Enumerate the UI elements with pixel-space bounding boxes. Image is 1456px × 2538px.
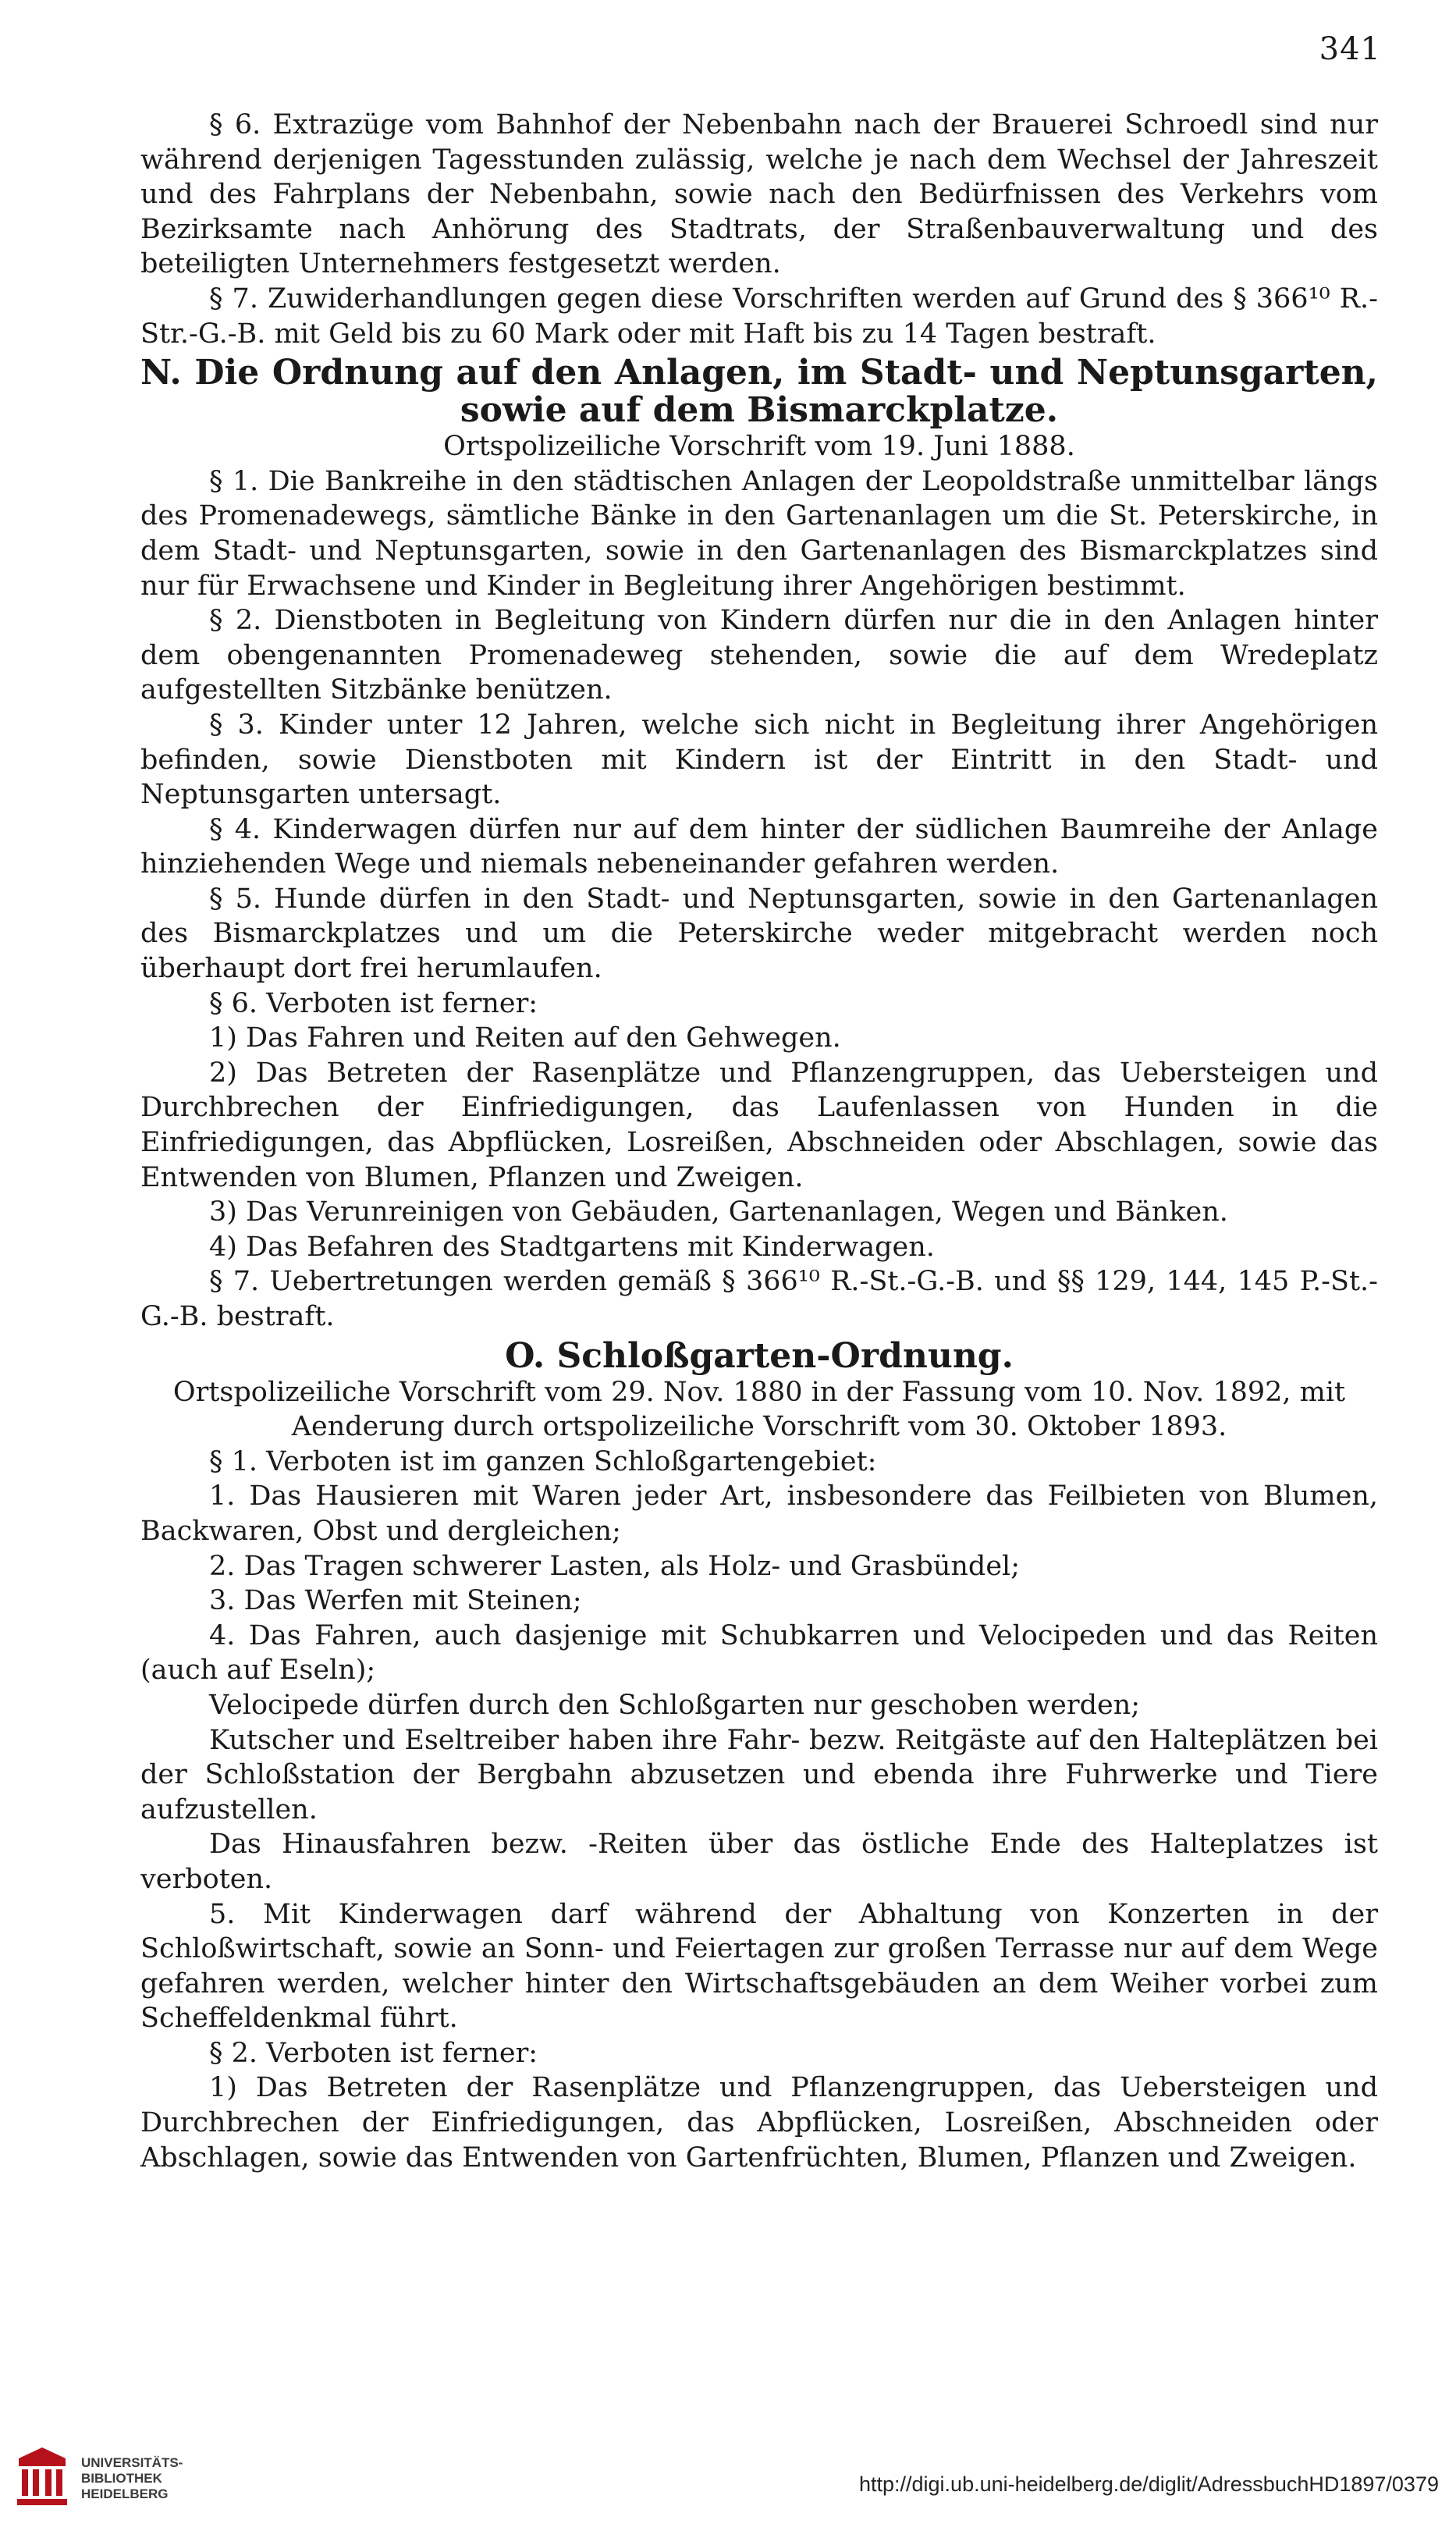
section-n-item-1: 1) Das Fahren und Reiten auf den Gehwegen. [209,1022,841,1054]
section-o-item-hinausfahren: Das Hinausfahren bezw. -Reiten über das östliche Ende des Halteplatzes ist verboten. [140,1829,1378,1895]
library-line-3: HEIDELBERG [81,2486,169,2501]
section-o-item-2: 2. Das Tragen schwerer Lasten, als Holz- und Grasbündel; [209,1550,1021,1582]
section-n-item-4: 4) Das Befahren des Stadtgartens mit Kinderwagen. [209,1231,935,1263]
section-o-item-3: 3. Das Werfen mit Steinen; [209,1585,582,1617]
section-o-intro: § 1. Verboten ist im ganzen Schloßgartengebiet: [209,1445,877,1477]
section-n-paragraph-5: § 5. Hunde dürfen in den Stadt- und Neptunsgarten, sowie in den Gartenanlagen des Bismarckplatzes und um die Peterskirche weder mitgebracht werden noch überhaupt dort frei herumlaufen. [140,883,1378,985]
section-n-heading: N. Die Ordnung auf den Anlagen, im Stadt- und Neptunsgarten, sowie auf dem Bismarckplatze. [140,353,1378,431]
section-n-paragraph-1: § 1. Die Bankreihe in den städtischen Anlagen der Leopoldstraße unmittelbar längs des Promenadewegs, sämtliche Bänke in den Gartenanlagen um die St. Peterskirche, in dem Stadt- und Neptunsgarten, sowie in den Gartenanlagen des Bismarckplatzes sind nur für Erwachsene und Kinder in Begleitung ihrer Angehörigen bestimmt. [140,465,1378,602]
section-n-paragraph-3: § 3. Kinder unter 12 Jahren, welche sich nicht in Begleitung ihrer Angehörigen befinden, sowie Dienstboten mit Kindern ist der Eintritt in den Stadt- und Neptunsgarten untersagt. [140,709,1378,811]
section-o-subheading: Ortspolizeiliche Vorschrift vom 29. Nov. 1880 in der Fassung vom 10. Nov. 1892, mit Aenderung durch ortspolizeiliche Vorschrift vom 30. Oktober 1893. [172,1376,1346,1443]
section-o-item-1: 1. Das Hausieren mit Waren jeder Art, insbesondere das Feilbieten von Blumen, Backwaren, Obst und dergleichen; [140,1480,1378,1547]
section-n-subheading: Ortspolizeiliche Vorschrift vom 19. Juni 1888. [443,431,1075,463]
section-o-item-5: 5. Mit Kinderwagen darf während der Abhaltung von Konzerten in der Schloßwirtschaft, sowie an Sonn- und Feiertagen zur großen Terrasse nur auf dem Wege gefahren werden, welcher hinter den Wirtschaftsgebäuden an dem Weiher vorbei zum Scheffeldenkmal führt. [140,1898,1378,2035]
library-line-1: UNIVERSITÄTS- [81,2455,183,2470]
section-o-intro-2: § 2. Verboten ist ferner: [209,2037,538,2069]
page-number: 341 [1319,31,1381,67]
source-url-link[interactable]: http://digi.ub.uni-heidelberg.de/diglit/AdressbuchHD1897/0379 [858,2472,1439,2496]
section-o-item-velocipede: Velocipede dürfen durch den Schloßgarten nur geschoben werden; [209,1689,1141,1721]
section-n-paragraph-6: § 6. Verboten ist ferner: [209,987,538,1019]
library-logo-icon [14,2444,70,2510]
section-n-paragraph-4: § 4. Kinderwagen dürfen nur auf dem hinter der südlichen Baumreihe der Anlage hinziehenden Wege und niemals nebeneinander gefahren werden. [140,813,1378,880]
footer [0,2429,1456,2538]
library-line-2: BIBLIOTHEK [81,2471,162,2486]
paragraph-s6-extrazuege: § 6. Extrazüge vom Bahnhof der Nebenbahn nach der Brauerei Schroedl sind nur während derjenigen Tagesstunden zulässig, welche je nach dem Wechsel der Jahreszeit und des Fahrplans der Nebenbahn, sowie nach den Bedürfnissen des Verkehrs vom Bezirksamte nach Anhörung des Stadtrats, der Straßenbauverwaltung und des beteiligten Unternehmers festgesetzt werden. [140,109,1378,280]
page-content [140,108,1378,2175]
section-o-item-kutscher: Kutscher und Eseltreiber haben ihre Fahr- bezw. Reitgäste auf den Halteplätzen bei der Schloßstation der Bergbahn abzusetzen und ebenda ihre Fuhrwerke und Tiere aufzustellen. [140,1724,1378,1825]
section-n-paragraph-2: § 2. Dienstboten in Begleitung von Kindern dürfen nur die in den Anlagen hinter dem obengenannten Promenadeweg stehenden, sowie die auf dem Wredeplatz aufgestellten Sitzbänke benützen. [140,605,1378,706]
section-n-item-3: 3) Das Verunreinigen von Gebäuden, Gartenanlagen, Wegen und Bänken. [209,1196,1228,1228]
section-o-heading: O. Schloßgarten-Ordnung. [505,1335,1014,1376]
paragraph-s7-zuwiderhandlungen: § 7. Zuwiderhandlungen gegen diese Vorschriften werden auf Grund des § 366¹⁰ R.-Str.-G.-B. mit Geld bis zu 60 Mark oder mit Haft bis zu 14 Tagen bestraft. [140,283,1378,350]
section-o-item2-1: 1) Das Betreten der Rasenplätze und Pflanzengruppen, das Uebersteigen und Durchbrechen der Einfriedigungen, das Abpflücken, Losreißen, Abschneiden oder Abschlagen, sowie das Entwenden von Gartenfrüchten, Blumen, Pflanzen und Zweigen. [140,2072,1378,2174]
section-n-closing: § 7. Uebertretungen werden gemäß § 366¹⁰ R.-St.-G.-B. und §§ 129, 144, 145 P.-St.-G.-B. bestraft. [140,1266,1378,1332]
section-o-item-4: 4. Das Fahren, auch dasjenige mit Schubkarren und Velocipeden und das Reiten (auch auf Eseln); [140,1619,1378,1687]
section-n-item-2: 2) Das Betreten der Rasenplätze und Pflanzengruppen, das Uebersteigen und Durchbrechen der Einfriedigungen, das Laufenlassen von Hunden in die Einfriedigungen, das Abpflücken, Losreißen, Abschneiden oder Abschlagen, sowie das Entwenden von Blumen, Pflanzen und Zweigen. [140,1057,1378,1193]
library-name [81,2455,183,2502]
